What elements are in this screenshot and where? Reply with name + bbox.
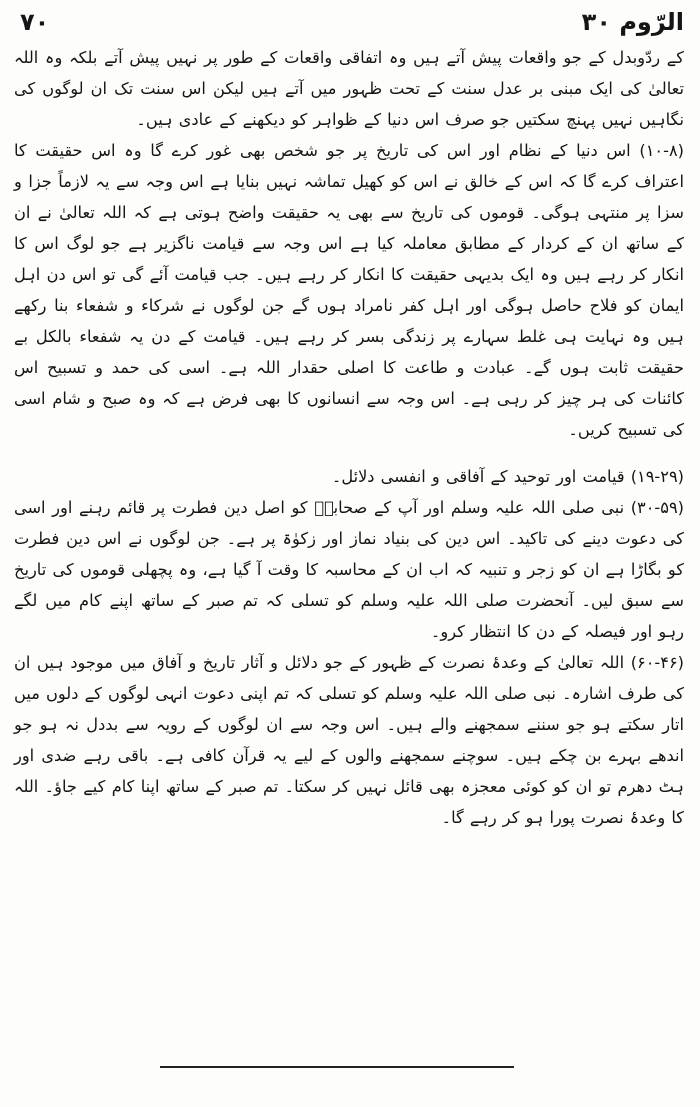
paragraph-verses-46-60: (۶۰-۴۶) اللہ تعالیٰ کے وعدۂ نصرت کے ظہور کے جو دلائل و آثار تاریخ و آفاق میں موجود ہیں ان کی طرف اشارہ۔ نبی صلی اللہ علیہ وسلم کو تسلی کہ تم اپنی دعوت انہی لوگوں کے دلوں میں اتار سکتے ہو جو سننے سمجھنے والے ہیں۔ اس وجہ سے ان لوگوں کے رویہ سے بددل نہ ہو جو اندھے بہرے بن چکے ہیں۔ سوچنے سمجھنے والوں کے لیے یہ قرآن کافی ہے۔ باقی رہے ضدی اور ہٹ دھرم تو ان کو کوئی معجزہ بھی قائل نہیں کر سکتا۔ تم صبر کے ساتھ اپنا کام کیے جاؤ۔ اللہ کا وعدۂ نصرت پورا ہو کر رہے گا۔ <box>14 653 684 827</box>
end-rule <box>160 1066 514 1068</box>
body-text <box>14 42 684 833</box>
paragraph-intro-continuation: کے ردّوبدل کے جو واقعات پیش آتے ہیں وہ اتفاقی واقعات کے طور پر نہیں پیش آتے بلکہ وہ اللہ تعالیٰ کی ایک مبنی بر عدل سنت کے تحت ظہور میں آتے ہیں لیکن اس سنت تک ان لوگوں کی نگاہیں نہیں پہنچ سکتیں جو صرف اس دنیا کے ظواہر کو دیکھنے کے عادی ہیں۔ <box>14 48 684 129</box>
running-head: الرّوم ۳۰ <box>581 8 684 36</box>
paragraph-verses-8-10: (۱۰-۸) اس دنیا کے نظام اور اس کی تاریخ پر جو شخص بھی غور کرے گا وہ اس حقیقت کا اعتراف کرے گا کہ اس کے خالق نے اس کو کھیل تماشہ نہیں بنایا ہے اس وجہ سے یہ لازماً جزا و سزا پر منتہی ہوگی۔ قوموں کی تاریخ سے بھی یہ حقیقت واضح ہوتی ہے کہ اللہ تعالیٰ نے ان کے ساتھ ان کے کردار کے مطابق معاملہ کیا ہے اس وجہ سے قیامت ناگزیر ہے جو لوگ اس کا انکار کر رہے ہیں وہ ایک بدیہی حقیقت کا انکار کر رہے ہیں۔ جب قیامت آئے گی تو اس دن اہل ایمان کو فلاح حاصل ہوگی اور اہل کفر نامراد ہوں گے جن لوگوں نے شرکاء و شفعاء بنا رکھے ہیں وہ نہایت ہی غلط سہارے پر زندگی بسر کر رہے ہیں۔ قیامت کے دن یہ شفعاء بالکل بے حقیقت ثابت ہوں گے۔ عبادت و طاعت کا اصلی حقدار اللہ ہے۔ اسی کی حمد و تسبیح اس کائنات کی ہر چیز کر رہی ہے۔ اس وجہ سے انسانوں کا بھی فرض ہے کہ وہ صبح و شام اسی کی تسبیح کریں۔ <box>14 141 684 439</box>
page-header <box>20 8 684 40</box>
paragraph-verses-19-29: (۱۹-۲۹) قیامت اور توحید کے آفاقی و انفسی دلائل۔ <box>331 467 684 486</box>
paragraph-verses-30-59: (۳۰-۵۹) نبی صلی اللہ علیہ وسلم اور آپ کے صحابہؓ کو اصل دین فطرت پر قائم رہنے اور اسی کی دعوت دینے کی تاکید۔ اس دین کی بنیاد نماز اور زکوٰۃ پر ہے۔ جن لوگوں نے اس دین فطرت کو بگاڑا ہے ان کو زجر و تنبیہ کہ اب ان کے محاسبہ کا وقت آ گیا ہے، وہ پچھلی قوموں کی تاریخ سے سبق لیں۔ آنحضرت صلی اللہ علیہ وسلم کو تسلی کہ تم صبر کے ساتھ اپنے کام میں لگے رہو اور فیصلہ کے دن کا انتظار کرو۔ <box>14 498 684 641</box>
page-number: ۷۰ <box>20 8 50 36</box>
